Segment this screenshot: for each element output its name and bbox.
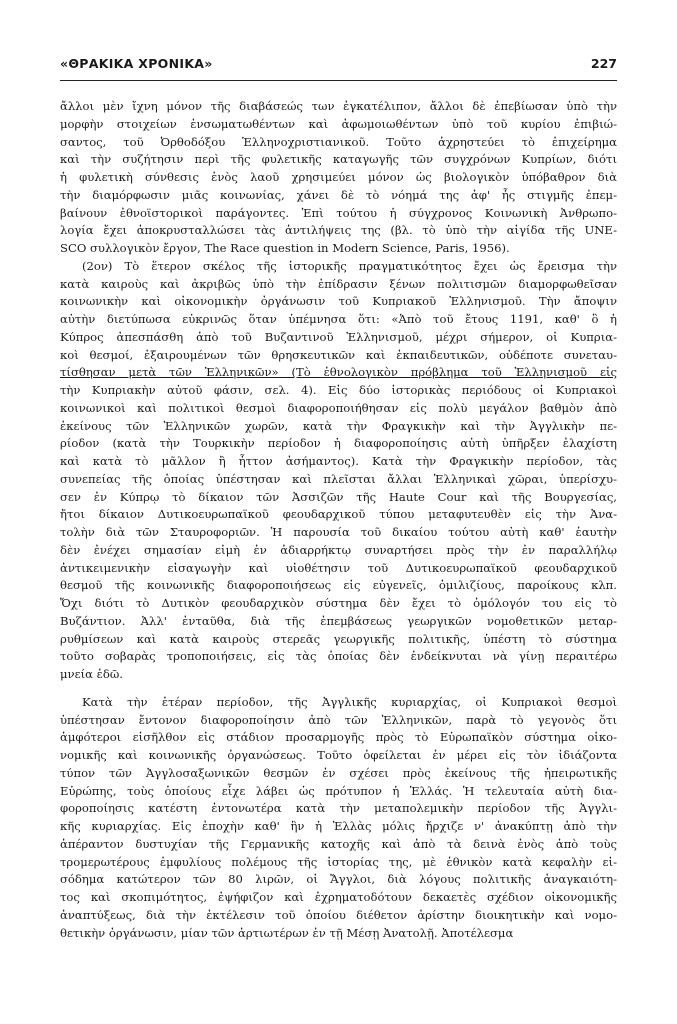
text-line: Εὐρώπης, τοὺς ὁποίους εἶχε λάβει ὡς πρότυπον ἡ Ἑλλάς. Ἡ τελευταία αὐτὴ δια- (60, 783, 617, 798)
text-line: Κατὰ τὴν ἑτέραν περίοδον, τῆς Ἀγγλικῆς κυριαρχίας, οἱ Κυπριακοὶ θεσμοὶ (82, 694, 617, 709)
paragraph-gap (60, 684, 617, 694)
text-line: σεν ἐν Κύπρῳ τὸ δίκαιον τῶν Ἀσσιζῶν τῆς Haute Cour καὶ τῆς Βουργεσίας, (60, 489, 617, 504)
text-line: τολὴν διὰ τῶν Σταυροφοριῶν. Ἡ παρουσία τοῦ δικαίου τούτου αὐτὴ καθ' ἑαυτὴν (60, 525, 617, 539)
text-line: τύπον τῶν Ἀγγλοσαξωνικῶν θεσμῶν ἐν σχέσει πρὸς ἐκείνους τῆς ἠπειρωτικῆς (60, 765, 617, 780)
text-line: λογία ἔχει ἀποκρυσταλλώσει τὰς ἀντιλήψεις της (βλ. τὸ ὑπὸ τὴν αἰγίδα τῆς UNE- (60, 223, 617, 238)
text-line: ρίοδον (κατὰ τὴν Τουρκικὴν περίοδον ἡ διαφοροποίησις αὐτὴ ὑπῆρξεν ἐλαχίστη (60, 436, 617, 451)
text-line: αὐτὴν διετύπωσα εὐκρινῶς ὅταν ὑπέμνησα ὅτι: «Ἀπὸ τοῦ ἔτους 1191, καθ' ὃ ἡ (60, 312, 617, 326)
text-line: τρομερωτέρους ἐμφυλίους πολέμους τῆς ἱστορίας της, μὲ ἐθνικὸν κατὰ κεφαλὴν εἰ- (60, 854, 617, 869)
text-line: τὴν Κυπριακὴν αὐτοῦ φάσιν, σελ. 4). Εἰς δύο ἱστορικὰς περιόδους οἱ Κυπριακοὶ (60, 383, 617, 397)
text-line: κοινωνικοὶ καὶ πολιτικοὶ θεσμοὶ διαφοροποιήθησαν εἰς πολὺ μεγάλον βαθμὸν ἀπὸ (60, 400, 617, 415)
body-text (60, 98, 617, 942)
text-line: θετικὴν ὀργάνωσιν, μίαν τῶν ἀρτιωτέρων ἐν τῇ Μέσῃ Ἀνατολῇ. Ἀποτέλεσμα (60, 925, 514, 940)
text-line: κῆς κυριαρχίας. Εἰς ἐποχὴν καθ' ἣν ἡ Ἑλλὰς μόλις ἤρχιζε ν' ἀνακύπτῃ ἀπὸ τὴν (60, 819, 617, 833)
text-line: θεσμοῦ τῆς κοινωνικῆς διαφοροποιήσεως εἰς εὐγενεῖς, ὁμιλιζίους, παροίκους κλπ. (60, 578, 617, 593)
text-line: κατὰ καιροὺς καὶ ἀκριβῶς ὑπὸ τὴν ἐπίδρασιν ξένων πολιτισμῶν διαμορφωθεῖσαν (60, 276, 617, 291)
text-line: ἀμφότεροι εἰσῆλθον εἰς στάδιον προσαρμογῆς πρὸς τὸ Εὐρωπαϊκὸν σύστημα οἰκο- (60, 730, 617, 745)
text-line: μνεία ἐδῶ. (60, 667, 123, 681)
text-line: τὴν διαμόρφωσιν μιᾶς κοινωνίας, χάνει δὲ τὸ νόημά της ἀφ' ἧς στιγμῆς ἐπεμ- (60, 187, 617, 202)
header-rule (60, 80, 617, 81)
text-line: νομικῆς καὶ κοινωνικῆς ὀργανώσεως. Τοῦτο ὀφείλεται ἐν μέρει εἰς τὸν ἰδιάζοντα (60, 748, 617, 762)
text-line: Βυζάντιον. Ἀλλ' ἐνταῦθα, διὰ τῆς ἐπεμβάσεως γεωργικῶν νομοθετικῶν μεταρ- (60, 613, 617, 628)
text-line: κοινωνικὴν καὶ οἰκονομικὴν ὀργάνωσιν τοῦ Κυπριακοῦ Ἑλληνισμοῦ. Τὴν ἄποψιν (60, 294, 617, 309)
text-line: τος καὶ σκοπιμότητος, ἐψήφιζον καὶ ἐχρηματοδότουν δεκαετὲς σχέδιον οἰκονομικῆς (60, 890, 617, 904)
text-line: τοῦτο σοβαρὰς τροποποιήσεις, εἰς τὰς ὁποίας δὲν ἐνδείκνυται νὰ γίνῃ περαιτέρω (60, 649, 617, 664)
text-line: ρυθμίσεων καὶ κατὰ καιροὺς στερεᾶς γεωργικῆς πολιτικῆς, ὑπέστη τὸ σύστημα (60, 631, 617, 646)
text-line: ἀντικειμενικὴν εἰσαγωγὴν καὶ υἱοθέτησιν τοῦ Δυτικοευρωπαϊκοῦ φεουδαρχικοῦ (60, 560, 617, 575)
text-line: τίσθησαν μετὰ τῶν Ἑλληνικῶν» (Τὸ ἐθνολογικὸν πρόβλημα τοῦ Ἑλληνισμοῦ εἰς (60, 365, 617, 380)
text-line: ἄλλοι μὲν ἴχνη μόνον τῆς διαβάσεώς των ἐγκατέλιπον, ἄλλοι δὲ ἐπεβίωσαν ὑπὸ τὴν (60, 99, 617, 113)
text-line: βαίνουν ἐθνοϊστορικοὶ παράγοντες. Ἐπὶ τούτου ἡ σύγχρονος Κοινωνικὴ Ἀνθρωπο- (60, 205, 617, 220)
journal-title: «ΘΡΑΚΙΚΑ ΧΡΟΝΙΚΑ» (60, 56, 213, 71)
text-line: Ὄχι διότι τὸ Δυτικὸν φεουδαρχικὸν σύστημα δὲν ἔχει τὸ ὁμόλογόν του εἰς τὸ (60, 596, 617, 610)
running-header (60, 56, 617, 78)
text-line: σόδημα κατώτερον τῶν 80 λιρῶν, οἱ Ἄγγλοι, διὰ λόγους πολιτικῆς ἀναγκαιότη- (60, 872, 617, 887)
text-line: συνεπείας τῆς ὁποίας ὑπέστησαν καὶ πλεῖσται ἄλλαι Ἑλληνικαὶ χῶραι, ὑπερίσχυ- (60, 471, 617, 486)
text-line: ἡ φυλετικὴ σύνθεσις ἑνὸς λαοῦ χρησιμεύει μόνον ὡς βιολογικὸν ὑπόβαθρον διὰ (60, 170, 617, 184)
page-number: 227 (590, 56, 617, 71)
text-line: ἐκείνους τῶν Ἑλληνικῶν χωρῶν, κατὰ τὴν Φραγκικὴν καὶ τὴν Ἀγγλικὴν πε- (60, 418, 617, 433)
text-line: σαντος, τοῦ Ὀρθοδόξου Ἑλληνοχριστιανικοῦ. Τοῦτο ἀχρηστεύει τὸ ἐπιχείρημα (60, 134, 617, 149)
text-line: καὶ κατὰ τὸ μᾶλλον ἢ ἧττον ἀσήμαντος). Κατὰ τὴν Φραγκικὴν περίοδον, τὰς (60, 454, 617, 468)
text-line: κοὶ θεσμοί, ἐξαιρουμένων τῶν θρησκευτικῶν καὶ ἐκπαιδευτικῶν, οὐδέποτε συνεταυ- (60, 347, 617, 362)
text-line: Κύπρος ἀπεσπάσθη ἀπὸ τοῦ Βυζαντινοῦ Ἑλληνισμοῦ, μέχρι σήμερον, οἱ Κυπρια- (60, 329, 617, 344)
text-line: καὶ τὴν συζήτησιν περὶ τῆς φυλετικῆς καταγωγῆς τῶν συγχρόνων Κυπρίων, διότι (60, 152, 617, 167)
text-line: ἤτοι δίκαιον Δυτικοευρωπαϊκοῦ φεουδαρχικοῦ τύπου μεταφυτευθὲν εἰς τὴν Ἀνα- (60, 507, 617, 522)
text-line: φοροποίησις κατέστη ἐντονωτέρα κατὰ τὴν μεταπολεμικὴν περίοδον τῆς Ἀγγλι- (60, 801, 617, 816)
text-line: SCO συλλογικὸν ἔργον, The Race question in Modern Science, Paris, 1956). (60, 241, 510, 255)
text-line: (2ον) Τὸ ἕτερον σκέλος τῆς ἱστορικῆς πραγματικότητος ἔχει ὡς ἔρεισμα τὴν (82, 258, 617, 273)
text-line: ὑπέστησαν ἔντονον διαφοροποίησιν ἀπὸ τῶν Ἑλληνικῶν, παρὰ τὸ γεγονὸς ὅτι (60, 712, 617, 727)
text-line: ἀπέραντον δυστυχίαν τῆς Γερμανικῆς κατοχῆς καὶ ἀπὸ τὰ δεινὰ ἑνὸς ἀπὸ τοὺς (60, 836, 617, 851)
text-line: ἀναπτύξεως, διὰ τὴν ἐκτέλεσιν τοῦ ὁποίου διέθετον ἀρίστην διοικητικὴν καὶ νομο- (60, 907, 617, 922)
text-line: δὲν ἐνέχει σημασίαν εἰμὴ ἐν ἀδιαρρήκτῳ συναρτήσει πρὸς τὴν ἐν παραλλήλῳ (60, 542, 617, 557)
text-line: μορφὴν στοιχείων ἐνσωματωθέντων καὶ ἀφωμοιωθέντων ὑπὸ τοῦ κυρίου ἐπιβιώ- (60, 116, 617, 131)
